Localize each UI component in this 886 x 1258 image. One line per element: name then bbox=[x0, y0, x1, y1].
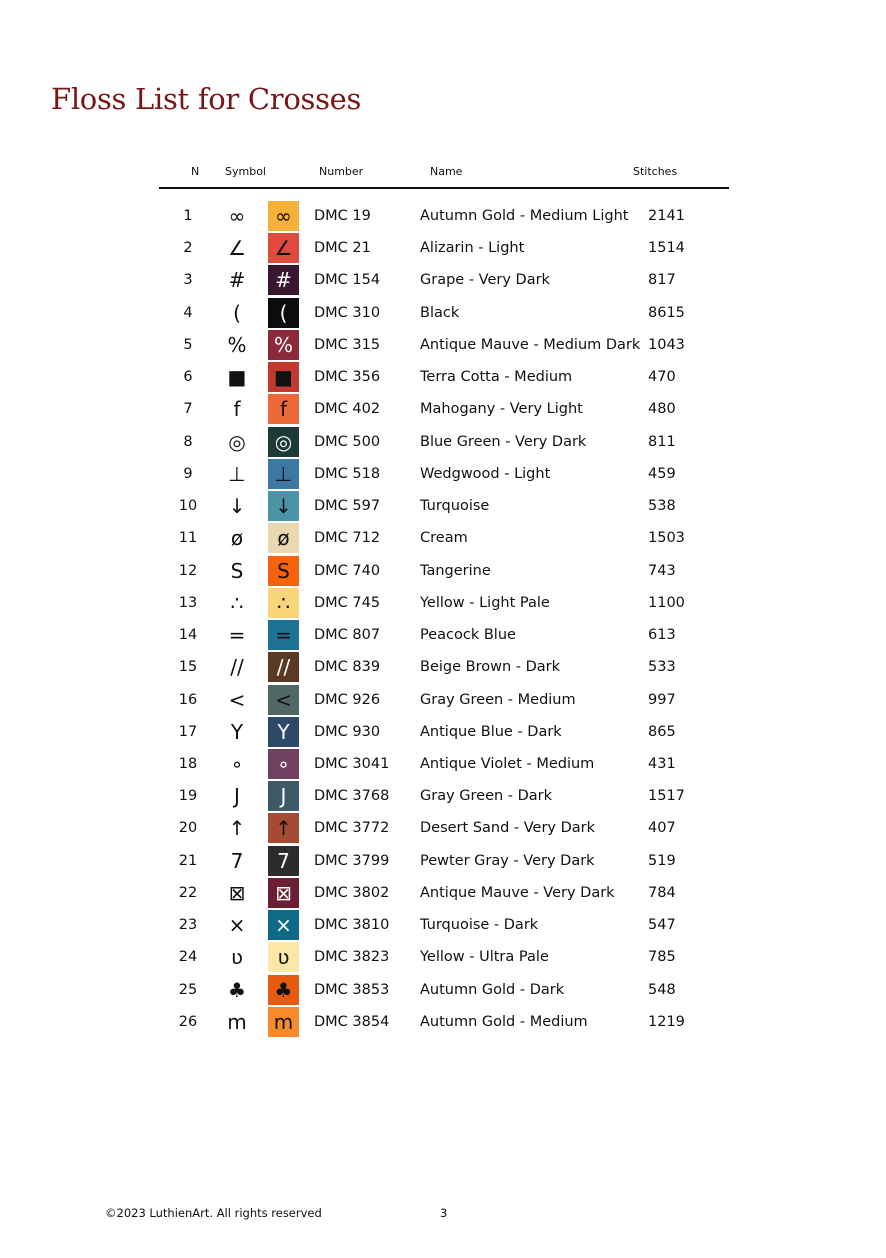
color-swatch: # bbox=[268, 265, 299, 295]
color-swatch: ↓ bbox=[268, 491, 299, 521]
floss-name: Autumn Gold - Medium bbox=[420, 1013, 588, 1030]
floss-number: DMC 402 bbox=[314, 401, 381, 418]
color-swatch: < bbox=[268, 685, 299, 715]
row-number: 8 bbox=[183, 433, 193, 450]
color-swatch: ø bbox=[268, 523, 299, 553]
table-row bbox=[0, 909, 886, 941]
floss-number: DMC 315 bbox=[314, 336, 381, 353]
symbol-icon: Y bbox=[230, 719, 244, 744]
row-number: 12 bbox=[178, 562, 198, 579]
stitch-count: 1043 bbox=[648, 336, 685, 353]
header-name: Name bbox=[430, 165, 463, 178]
row-number: 4 bbox=[183, 304, 193, 321]
color-swatch: f bbox=[268, 394, 299, 424]
color-swatch: ∘ bbox=[268, 749, 299, 779]
floss-name: Autumn Gold - Dark bbox=[420, 981, 565, 998]
row-number: 23 bbox=[178, 917, 198, 934]
floss-name: Turquoise bbox=[420, 498, 490, 515]
symbol-icon: // bbox=[230, 655, 244, 680]
stitch-count: 784 bbox=[648, 884, 676, 901]
floss-name: Tangerine bbox=[420, 562, 491, 579]
table-row bbox=[0, 716, 886, 748]
symbol-icon: ∴ bbox=[230, 590, 244, 615]
stitch-count: 785 bbox=[648, 949, 676, 966]
symbol-icon: m bbox=[227, 1009, 247, 1034]
symbol-icon: ∠ bbox=[228, 236, 246, 261]
floss-number: DMC 926 bbox=[314, 691, 381, 708]
symbol-icon: ∞ bbox=[228, 204, 246, 228]
table-row bbox=[0, 297, 886, 329]
header-divider bbox=[159, 187, 729, 189]
stitch-count: 459 bbox=[648, 465, 676, 482]
color-swatch: ⊥ bbox=[268, 459, 299, 489]
symbol-icon: ( bbox=[233, 300, 241, 325]
stitch-count: 533 bbox=[648, 659, 676, 676]
color-swatch: % bbox=[268, 330, 299, 360]
floss-name: Antique Mauve - Very Dark bbox=[420, 884, 615, 901]
table-row bbox=[0, 651, 886, 683]
row-number: 25 bbox=[178, 981, 198, 998]
symbol-icon: ♣ bbox=[228, 977, 246, 1002]
color-swatch: // bbox=[268, 652, 299, 682]
stitch-count: 2141 bbox=[648, 208, 685, 224]
color-swatch: ⊠ bbox=[268, 878, 299, 908]
symbol-icon: 7 bbox=[230, 848, 244, 873]
stitch-count: 1503 bbox=[648, 530, 685, 547]
floss-number: DMC 154 bbox=[314, 272, 381, 289]
symbol-icon: < bbox=[228, 687, 246, 712]
floss-number: DMC 3810 bbox=[314, 917, 390, 934]
floss-number: DMC 3854 bbox=[314, 1013, 390, 1030]
color-swatch: ◎ bbox=[268, 427, 299, 457]
footer-copyright: ©2023 LuthienArt. All rights reserved bbox=[105, 1206, 322, 1220]
table-row bbox=[0, 877, 886, 909]
floss-number: DMC 712 bbox=[314, 530, 381, 547]
row-number: 17 bbox=[178, 723, 198, 740]
stitch-count: 480 bbox=[648, 401, 676, 418]
floss-number: DMC 3799 bbox=[314, 852, 390, 869]
row-number: 26 bbox=[178, 1013, 198, 1030]
row-number: 15 bbox=[178, 659, 198, 676]
row-number: 20 bbox=[178, 820, 198, 837]
table-row bbox=[0, 619, 886, 651]
floss-number: DMC 3772 bbox=[314, 820, 390, 837]
floss-number: DMC 839 bbox=[314, 659, 381, 676]
symbol-icon: % bbox=[227, 332, 247, 357]
footer-page-number: 3 bbox=[440, 1206, 448, 1220]
stitch-count: 811 bbox=[648, 433, 676, 450]
floss-name: Gray Green - Medium bbox=[420, 691, 576, 708]
symbol-icon: J bbox=[234, 784, 240, 809]
floss-name: Terra Cotta - Medium bbox=[420, 369, 573, 386]
stitch-count: 538 bbox=[648, 498, 676, 515]
color-swatch: = bbox=[268, 620, 299, 650]
symbol-icon: = bbox=[228, 623, 246, 648]
row-number: 11 bbox=[178, 530, 198, 547]
table-row bbox=[0, 587, 886, 619]
floss-name: Blue Green - Very Dark bbox=[420, 433, 587, 450]
stitch-count: 817 bbox=[648, 272, 676, 289]
table-row bbox=[0, 490, 886, 522]
floss-name: Grape - Very Dark bbox=[420, 272, 550, 289]
header-stitches: Stitches bbox=[633, 165, 678, 178]
floss-name: Antique Violet - Medium bbox=[420, 755, 595, 772]
symbol-icon: ∘ bbox=[230, 751, 244, 776]
stitch-count: 407 bbox=[648, 820, 676, 837]
symbol-icon: f bbox=[233, 397, 241, 422]
row-number: 14 bbox=[178, 627, 198, 644]
color-swatch: ∠ bbox=[268, 233, 299, 263]
row-number: 2 bbox=[183, 240, 193, 257]
floss-number: DMC 500 bbox=[314, 433, 381, 450]
floss-name: Autumn Gold - Medium Light bbox=[420, 208, 629, 224]
floss-number: DMC 3853 bbox=[314, 981, 390, 998]
table-row bbox=[0, 393, 886, 425]
stitch-count: 613 bbox=[648, 627, 676, 644]
symbol-icon: ◎ bbox=[228, 429, 246, 454]
symbol-icon: ⊠ bbox=[228, 880, 246, 905]
floss-number: DMC 19 bbox=[314, 208, 371, 224]
stitch-count: 431 bbox=[648, 755, 676, 772]
symbol-icon: ⊥ bbox=[228, 461, 246, 486]
table-row bbox=[0, 329, 886, 361]
row-number: 24 bbox=[178, 949, 198, 966]
header-symbol: Symbol bbox=[225, 165, 266, 178]
floss-number: DMC 21 bbox=[314, 240, 371, 257]
floss-number: DMC 3768 bbox=[314, 788, 390, 805]
color-swatch: ↑ bbox=[268, 813, 299, 843]
symbol-icon: × bbox=[228, 913, 246, 938]
row-number: 16 bbox=[178, 691, 198, 708]
color-swatch: ♣ bbox=[268, 975, 299, 1005]
floss-number: DMC 745 bbox=[314, 594, 381, 611]
floss-number: DMC 518 bbox=[314, 465, 381, 482]
table-row bbox=[0, 522, 886, 554]
color-swatch: m bbox=[268, 1007, 299, 1037]
color-swatch: ʋ bbox=[268, 942, 299, 972]
color-swatch: S bbox=[268, 556, 299, 586]
stitch-count: 519 bbox=[648, 852, 676, 869]
color-swatch: × bbox=[268, 910, 299, 940]
table-row bbox=[0, 200, 886, 232]
row-number: 10 bbox=[178, 498, 198, 515]
floss-name: Wedgwood - Light bbox=[420, 465, 551, 482]
floss-name: Antique Mauve - Medium Dark bbox=[420, 336, 641, 353]
color-swatch: ∴ bbox=[268, 588, 299, 618]
row-number: 9 bbox=[183, 465, 193, 482]
table-row bbox=[0, 1006, 886, 1038]
row-number: 6 bbox=[183, 369, 193, 386]
floss-number: DMC 3823 bbox=[314, 949, 390, 966]
floss-number: DMC 356 bbox=[314, 369, 381, 386]
floss-number: DMC 930 bbox=[314, 723, 381, 740]
symbol-icon: ø bbox=[230, 526, 244, 551]
table-row bbox=[0, 458, 886, 490]
floss-number: DMC 740 bbox=[314, 562, 381, 579]
row-number: 1 bbox=[183, 208, 193, 224]
floss-number: DMC 310 bbox=[314, 304, 381, 321]
row-number: 19 bbox=[178, 788, 198, 805]
floss-number: DMC 3802 bbox=[314, 884, 390, 901]
symbol-icon: ↑ bbox=[228, 816, 246, 841]
table-row bbox=[0, 684, 886, 716]
floss-number: DMC 3041 bbox=[314, 755, 390, 772]
table-row bbox=[0, 974, 886, 1006]
color-swatch: J bbox=[268, 781, 299, 811]
floss-name: Mahogany - Very Light bbox=[420, 401, 583, 418]
floss-name: Pewter Gray - Very Dark bbox=[420, 852, 595, 869]
table-row bbox=[0, 264, 886, 296]
header-number: Number bbox=[319, 165, 364, 178]
stitch-count: 548 bbox=[648, 981, 676, 998]
table-row bbox=[0, 748, 886, 780]
floss-name: Yellow - Light Pale bbox=[420, 594, 550, 611]
stitch-count: 1219 bbox=[648, 1013, 685, 1030]
row-number: 5 bbox=[183, 336, 193, 353]
floss-name: Turquoise - Dark bbox=[420, 917, 539, 934]
color-swatch: ( bbox=[268, 298, 299, 328]
floss-name: Peacock Blue bbox=[420, 627, 516, 644]
table-row bbox=[0, 426, 886, 458]
symbol-icon: ʋ bbox=[231, 945, 243, 970]
floss-table-body bbox=[0, 200, 886, 1038]
floss-name: Alizarin - Light bbox=[420, 240, 525, 257]
color-swatch: 7 bbox=[268, 846, 299, 876]
symbol-icon: # bbox=[228, 268, 246, 293]
floss-name: Black bbox=[420, 304, 460, 321]
color-swatch: ■ bbox=[268, 362, 299, 392]
row-number: 3 bbox=[183, 272, 193, 289]
table-row bbox=[0, 845, 886, 877]
stitch-count: 1100 bbox=[648, 594, 685, 611]
row-number: 13 bbox=[178, 594, 198, 611]
stitch-count: 470 bbox=[648, 369, 676, 386]
row-number: 7 bbox=[183, 401, 193, 418]
row-number: 18 bbox=[178, 755, 198, 772]
color-swatch: ∞ bbox=[268, 201, 299, 231]
symbol-icon: S bbox=[230, 558, 244, 583]
stitch-count: 547 bbox=[648, 917, 676, 934]
row-number: 21 bbox=[178, 852, 198, 869]
table-row bbox=[0, 555, 886, 587]
color-swatch: Y bbox=[268, 717, 299, 747]
floss-name: Gray Green - Dark bbox=[420, 788, 553, 805]
floss-number: DMC 597 bbox=[314, 498, 381, 515]
floss-name: Cream bbox=[420, 530, 468, 547]
floss-name: Desert Sand - Very Dark bbox=[420, 820, 596, 837]
table-row bbox=[0, 361, 886, 393]
table-row bbox=[0, 941, 886, 973]
stitch-count: 865 bbox=[648, 723, 676, 740]
stitch-count: 8615 bbox=[648, 304, 685, 321]
table-row bbox=[0, 232, 886, 264]
floss-name: Antique Blue - Dark bbox=[420, 723, 562, 740]
header-n: N bbox=[191, 165, 200, 178]
symbol-icon: ■ bbox=[227, 365, 247, 390]
symbol-icon: ↓ bbox=[228, 494, 246, 519]
table-row bbox=[0, 780, 886, 812]
page-title: Floss List for Crosses bbox=[51, 82, 362, 116]
stitch-count: 997 bbox=[648, 691, 676, 708]
floss-name: Yellow - Ultra Pale bbox=[420, 949, 549, 966]
stitch-count: 1517 bbox=[648, 788, 685, 805]
table-row bbox=[0, 812, 886, 844]
floss-name: Beige Brown - Dark bbox=[420, 659, 561, 676]
floss-number: DMC 807 bbox=[314, 627, 381, 644]
stitch-count: 1514 bbox=[648, 240, 685, 257]
row-number: 22 bbox=[178, 884, 198, 901]
stitch-count: 743 bbox=[648, 562, 676, 579]
